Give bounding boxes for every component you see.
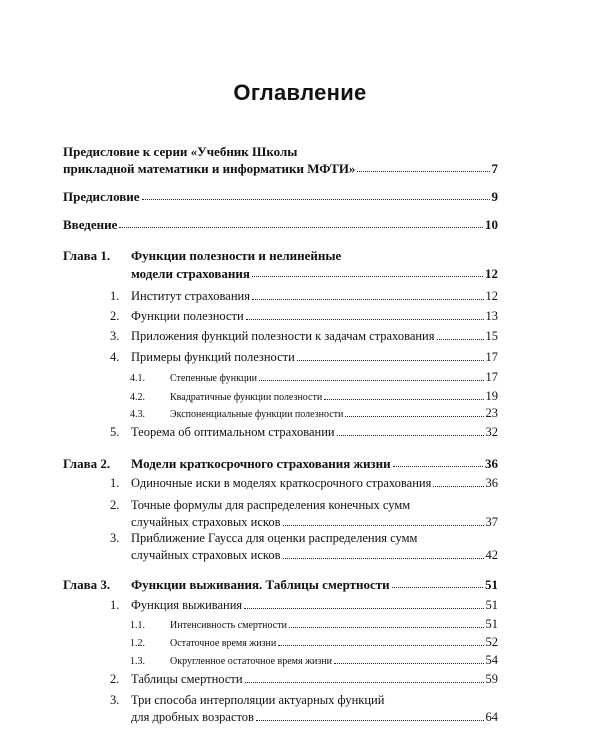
- toc-entry-text: Функции полезности: [131, 309, 244, 323]
- section-number: 3.: [110, 329, 120, 343]
- toc-entry-text: Степенные функции: [170, 372, 257, 384]
- section-number: 1.2.: [130, 637, 145, 649]
- toc-entry-s1-3[interactable]: [110, 329, 498, 343]
- chapter-label: Глава 2.: [63, 456, 111, 471]
- page-number: 51: [485, 598, 498, 612]
- page-number: 36: [485, 476, 498, 490]
- leader-dots: [289, 627, 484, 628]
- page-number: 10: [485, 217, 498, 232]
- toc-entry-text: Модели краткосрочного страхования жизни: [131, 456, 391, 471]
- toc-entry-text: Введение: [63, 217, 118, 232]
- toc-entry-text: Приложения функций полезности к задачам страхования: [131, 329, 435, 343]
- leader-dots: [119, 227, 483, 228]
- leader-dots: [297, 360, 484, 361]
- toc-entry-s3-3[interactable]: [131, 711, 498, 724]
- toc-entry-s3-1-2[interactable]: [130, 635, 498, 649]
- toc-entry-s3-1[interactable]: [110, 598, 498, 612]
- page-number: 51: [485, 617, 498, 631]
- leader-dots: [256, 720, 484, 721]
- leader-dots: [252, 276, 483, 277]
- toc-entry-ch3[interactable]: [131, 578, 498, 591]
- page-number: 15: [485, 329, 498, 343]
- leader-dots: [283, 525, 484, 526]
- toc-entry-text: Функции выживания. Таблицы смертности: [131, 577, 390, 592]
- page-number: 54: [485, 653, 498, 667]
- page-number: 9: [491, 189, 498, 204]
- section-number: 2.: [110, 309, 120, 323]
- toc-entry-text: Теорема об оптимальном страховании: [131, 425, 335, 439]
- section-number: 2.: [110, 498, 120, 512]
- leader-dots: [324, 399, 483, 400]
- section-number: 3.: [110, 531, 120, 545]
- toc-entry-text: Институт страхования: [131, 289, 250, 303]
- toc-entry-text: Округленное остаточное время жизни: [170, 655, 333, 667]
- section-number: 2.: [110, 672, 120, 686]
- page-number: 12: [485, 266, 498, 281]
- toc-entry-text: модели страхования: [131, 266, 250, 281]
- section-number: 1.: [110, 476, 120, 490]
- toc-entry-text: прикладной математики и информатики МФТИ»: [63, 161, 356, 176]
- page-number: 42: [485, 548, 498, 562]
- page-number: 17: [485, 350, 498, 364]
- toc-entry-text: Одиночные иски в моделях краткосрочного страхования: [131, 476, 432, 490]
- toc-entry-s1-5[interactable]: [110, 425, 498, 439]
- toc-entry-s2-1[interactable]: [110, 476, 498, 490]
- toc-entry-s1-4-3[interactable]: [130, 406, 498, 420]
- toc-entry-text: Функция выживания: [131, 598, 243, 612]
- toc-entry-s2-2-line1[interactable]: Точные формулы для распределения конечных сумм: [131, 498, 411, 512]
- toc-entry-ch2[interactable]: [131, 457, 498, 470]
- section-number: 1.: [110, 598, 120, 612]
- toc-entry-text: Таблицы смертности: [131, 672, 243, 686]
- section-number: 4.: [110, 350, 120, 364]
- leader-dots: [244, 608, 483, 609]
- section-number: 3.: [110, 693, 120, 707]
- section-number: 1.: [110, 289, 120, 303]
- page-number: 12: [485, 289, 498, 303]
- leader-dots: [259, 380, 484, 381]
- leader-dots: [357, 171, 489, 172]
- page-number: 59: [485, 672, 498, 686]
- toc-entry-s3-3-line1[interactable]: Три способа интерполяции актуарных функций: [131, 693, 385, 707]
- section-number: 4.3.: [130, 408, 145, 420]
- leader-dots: [245, 682, 484, 683]
- page-number: 23: [485, 406, 498, 420]
- toc-entry-text: Интенсивность смертности: [170, 619, 287, 631]
- toc-entry-s1-2[interactable]: [110, 309, 498, 323]
- toc-entry-s3-1-3[interactable]: [130, 653, 498, 667]
- page-number: 37: [485, 515, 498, 529]
- leader-dots: [278, 645, 483, 646]
- leader-dots: [433, 486, 483, 487]
- chapter-label: Глава 1.: [63, 248, 111, 263]
- section-number: 1.3.: [130, 655, 145, 667]
- page-number: 19: [485, 389, 498, 403]
- leader-dots: [252, 299, 484, 300]
- toc-entry-preface-series-line1[interactable]: Предисловие к серии «Учебник Школы: [63, 144, 298, 159]
- section-number: 4.1.: [130, 372, 145, 384]
- toc-entry-s3-1-1[interactable]: [130, 617, 498, 631]
- chapter-label: Глава 3.: [63, 577, 111, 592]
- toc-entry-text: Экспоненциальные функции полезности: [170, 408, 344, 420]
- section-number: 5.: [110, 425, 120, 439]
- section-number: 4.2.: [130, 391, 145, 403]
- toc-entry-text: Остаточное время жизни: [170, 637, 277, 649]
- leader-dots: [337, 435, 484, 436]
- toc-entry-text: Предисловие: [63, 189, 140, 204]
- leader-dots: [345, 416, 483, 417]
- toc-entry-preface[interactable]: [63, 190, 498, 203]
- leader-dots: [334, 663, 483, 664]
- page-number: 7: [491, 161, 498, 176]
- toc-entry-s2-2[interactable]: [131, 516, 498, 529]
- page-number: 52: [485, 635, 498, 649]
- page-number: 64: [485, 710, 498, 724]
- toc-entry-text: случайных страховых исков: [131, 548, 281, 562]
- page-number: 36: [485, 456, 498, 471]
- toc-entry-s2-3-line1[interactable]: Приближение Гаусса для оценки распределения сумм: [131, 531, 418, 545]
- toc-entry-text: случайных страховых исков: [131, 515, 281, 529]
- toc-entry-intro[interactable]: [63, 218, 498, 231]
- leader-dots: [393, 466, 483, 467]
- toc-entry-s1-1[interactable]: [110, 289, 498, 303]
- toc-entry-s3-2[interactable]: [110, 672, 498, 686]
- page-number: 13: [485, 309, 498, 323]
- toc-entry-s2-3[interactable]: [131, 549, 498, 562]
- leader-dots: [392, 587, 483, 588]
- toc-entry-s1-4-1[interactable]: [130, 370, 498, 384]
- toc-entry-s1-4-2[interactable]: [130, 389, 498, 403]
- leader-dots: [437, 339, 484, 340]
- page-title: Оглавление: [233, 80, 367, 105]
- toc-entry-ch1-line1[interactable]: Функции полезности и нелинейные: [131, 248, 342, 263]
- page-number: 32: [485, 425, 498, 439]
- page-number: 51: [485, 577, 498, 592]
- toc-entry-s1-4[interactable]: [110, 350, 498, 364]
- toc-entry-text: для дробных возрастов: [131, 710, 254, 724]
- toc-entry-preface-series[interactable]: [63, 162, 498, 175]
- leader-dots: [142, 199, 490, 200]
- page-number: 17: [485, 370, 498, 384]
- toc-entry-text: Квадратичные функции полезности: [170, 391, 323, 403]
- leader-dots: [283, 558, 484, 559]
- leader-dots: [246, 319, 484, 320]
- toc-entry-ch1[interactable]: [131, 267, 498, 280]
- section-number: 1.1.: [130, 619, 145, 631]
- toc-entry-text: Примеры функций полезности: [131, 350, 295, 364]
